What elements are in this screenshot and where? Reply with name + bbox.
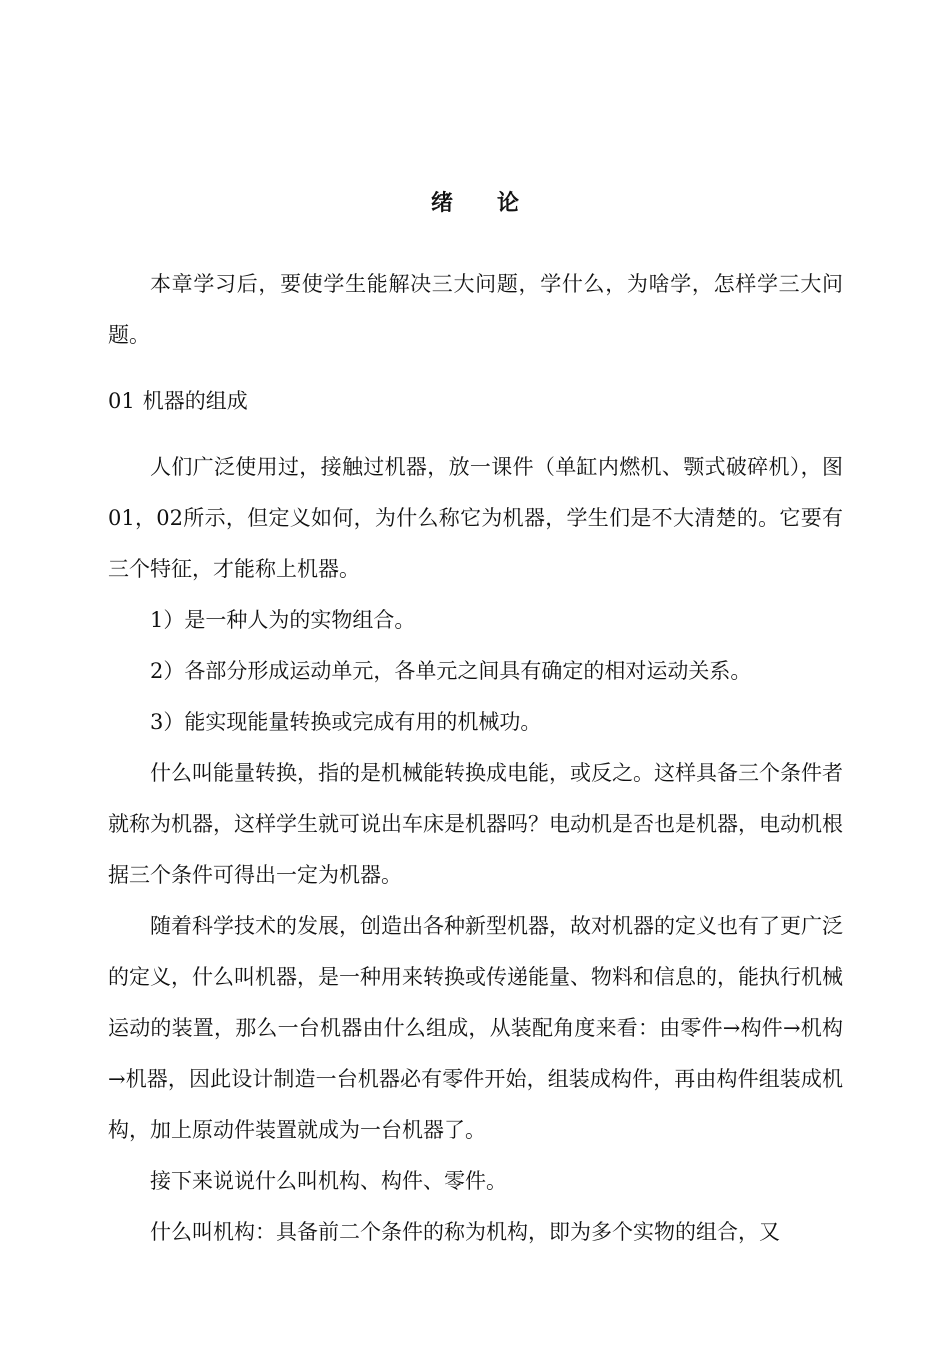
section-title: 机器的组成: [142, 389, 248, 413]
section-body: [108, 442, 843, 1258]
paragraph: 人们广泛使用过，接触过机器，放一课件（单缸内燃机、颚式破碎机），图01，02所示，但定义如何，为什么称它为机器，学生们是不大清楚的。它要有三个特征，才能称上机器。: [108, 455, 843, 581]
intro-paragraph: 本章学习后，要使学生能解决三大问题，学什么，为啥学，怎样学三大问题。: [108, 272, 843, 347]
chapter-title: 绪论: [430, 190, 563, 216]
paragraph: 什么叫能量转换，指的是机械能转换成电能，或反之。这样具备三个条件者就称为机器，这样学生就可说出车床是机器吗？电动机是否也是机器，电动机根据三个条件可得出一定为机器。: [108, 761, 843, 887]
section-number: 01: [108, 389, 135, 413]
list-item: 3）能实现能量转换或完成有用的机械功。: [150, 710, 542, 734]
section-heading-block: [108, 376, 843, 427]
list-item: 1）是一种人为的实物组合。: [150, 608, 416, 632]
intro-block: [108, 259, 843, 361]
paragraph: 接下来说说什么叫机构、构件、零件。: [150, 1169, 507, 1193]
paragraph: 随着科学技术的发展，创造出各种新型机器，故对机器的定义也有了更广泛的定义，什么叫机器，是一种用来转换或传递能量、物料和信息的，能执行机械运动的装置，那么一台机器由什么组成，从装配角度来看：由零件→构件→机构→机器，因此设计制造一台机器必有零件开始，组装成构件，再由构件组装成机构，加上原动件装置就成为一台机器了。: [108, 914, 843, 1142]
section-heading: [108, 376, 843, 427]
paragraph: 什么叫机构：具备前二个条件的称为机构，即为多个实物的组合，又: [150, 1220, 780, 1244]
list-item: 2）各部分形成运动单元，各单元之间具有确定的相对运动关系。: [150, 659, 752, 683]
